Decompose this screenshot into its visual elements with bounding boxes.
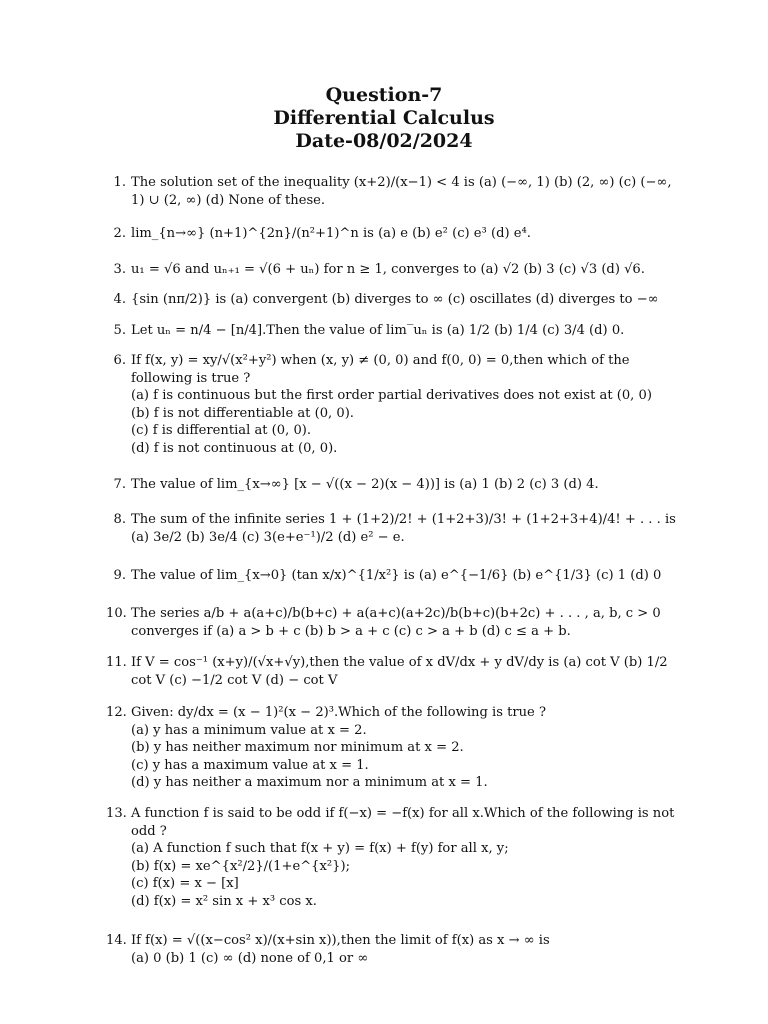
option-c: (c) y has a maximum value at x = 1. <box>131 757 369 773</box>
header-subject: Differential Calculus <box>273 107 495 129</box>
question-number: 7. <box>113 477 126 492</box>
question-2 <box>108 225 683 243</box>
option-d: (d) f(x) = x² sin x + x³ cos x. <box>131 893 317 909</box>
question-options <box>131 722 683 792</box>
document-header <box>0 84 768 153</box>
question-text: The sum of the infinite series 1 + (1+2)/2! + (1+2+3)/3! + (1+2+3+4)/4! + . . . is (a) 3e/2 (b) 3e/4 (c) 3(e+e⁻¹)/2 (d) e² − e. <box>131 512 676 545</box>
question-4 <box>108 291 683 309</box>
question-text: lim_{n→∞} (n+1)^{2n}/(n²+1)^n is (a) e (b) e² (c) e³ (d) e⁴. <box>131 226 531 241</box>
question-options <box>131 387 683 457</box>
question-text: Given: dy/dx = (x − 1)²(x − 2)³.Which of the following is true ? <box>131 705 546 720</box>
option-a: (a) f is continuous but the first order partial derivatives does not exist at (0, 0) <box>131 388 652 403</box>
header-date: Date-08/02/2024 <box>295 130 473 152</box>
question-number: 5. <box>113 323 126 338</box>
question-3 <box>108 261 683 279</box>
question-text: A function f is said to be odd if f(−x) = −f(x) for all x.Which of the following is not odd ? <box>131 806 675 839</box>
option-c: (c) f is differential at (0, 0). <box>131 423 312 438</box>
question-text: If f(x, y) = xy/√(x²+y²) when (x, y) ≠ (0, 0) and f(0, 0) = 0,then which of the following is true ? <box>131 353 630 386</box>
question-options <box>131 950 683 968</box>
question-text: The value of lim_{x→0} (tan x/x)^{1/x²} is (a) e^{−1/6} (b) e^{1/3} (c) 1 (d) 0 <box>131 568 662 583</box>
question-14 <box>108 932 683 967</box>
option-a: (a) A function f such that f(x + y) = f(x) + f(y) for all x, y; <box>131 841 509 856</box>
question-text: If f(x) = √((x−cos² x)/(x+sin x)),then the limit of f(x) as x → ∞ is <box>131 933 550 948</box>
option-c: (c) f(x) = x − [x] <box>131 876 239 891</box>
question-1 <box>108 174 683 209</box>
question-text: {sin (nπ/2)} is (a) convergent (b) diverges to ∞ (c) oscillates (d) diverges to −∞ <box>131 292 659 307</box>
option-b: (b) f is not differentiable at (0, 0). <box>131 405 354 421</box>
question-12 <box>108 704 683 792</box>
option-b: (b) f(x) = xe^{x²/2}/(1+e^{x²}); <box>131 858 351 874</box>
option-a: (a) y has a minimum value at x = 2. <box>131 722 367 738</box>
question-number: 2. <box>113 226 126 241</box>
question-text: The series a/b + a(a+c)/b(b+c) + a(a+c)(a+2c)/b(b+c)(b+2c) + . . . , a, b, c > 0 converges if (a) a > b + c (b) b > a + c (c) c > a + b (d) c ≤ a + b. <box>131 606 661 639</box>
question-number: 3. <box>113 262 126 277</box>
question-number: 11. <box>106 655 127 670</box>
question-6 <box>108 352 683 457</box>
question-9 <box>108 567 683 585</box>
question-8 <box>108 511 683 546</box>
question-number: 12. <box>106 705 127 720</box>
question-options <box>131 840 683 910</box>
question-number: 8. <box>113 512 126 527</box>
question-number: 1. <box>113 175 126 190</box>
question-text: The value of lim_{x→∞} [x − √((x − 2)(x − 4))] is (a) 1 (b) 2 (c) 3 (d) 4. <box>131 477 599 492</box>
question-number: 4. <box>113 292 126 307</box>
question-number: 13. <box>106 806 127 821</box>
question-number: 10. <box>106 606 127 621</box>
option-d: (d) f is not continuous at (0, 0). <box>131 440 338 456</box>
question-number: 14. <box>106 933 127 948</box>
question-text: The solution set of the inequality (x+2)/(x−1) < 4 is (a) (−∞, 1) (b) (2, ∞) (c) (−∞, 1) ∪ (2, ∞) (d) None of these. <box>131 175 672 208</box>
option-b: (b) y has neither maximum nor minimum at x = 2. <box>131 740 464 755</box>
question-text: If V = cos⁻¹ (x+y)/(√x+√y),then the value of x dV/dx + y dV/dy is (a) cot V (b) 1/2 cot V (c) −1/2 cot V (d) − cot V <box>131 655 668 688</box>
question-text: Let uₙ = n/4 − [n/4].Then the value of lim‾uₙ is (a) 1/2 (b) 1/4 (c) 3/4 (d) 0. <box>131 323 625 338</box>
question-7 <box>108 476 683 494</box>
header-question-number: Question-7 <box>325 84 443 106</box>
question-5 <box>108 322 683 340</box>
option-a: (a) 0 (b) 1 (c) ∞ (d) none of 0,1 or ∞ <box>131 950 369 966</box>
question-number: 6. <box>113 353 126 368</box>
question-10 <box>108 605 683 640</box>
option-d: (d) y has neither a maximum nor a minimum at x = 1. <box>131 775 488 790</box>
question-number: 9. <box>113 568 126 583</box>
question-11 <box>108 654 683 689</box>
question-13 <box>108 805 683 910</box>
question-text: u₁ = √6 and uₙ₊₁ = √(6 + uₙ) for n ≥ 1, converges to (a) √2 (b) 3 (c) √3 (d) √6. <box>131 262 645 277</box>
